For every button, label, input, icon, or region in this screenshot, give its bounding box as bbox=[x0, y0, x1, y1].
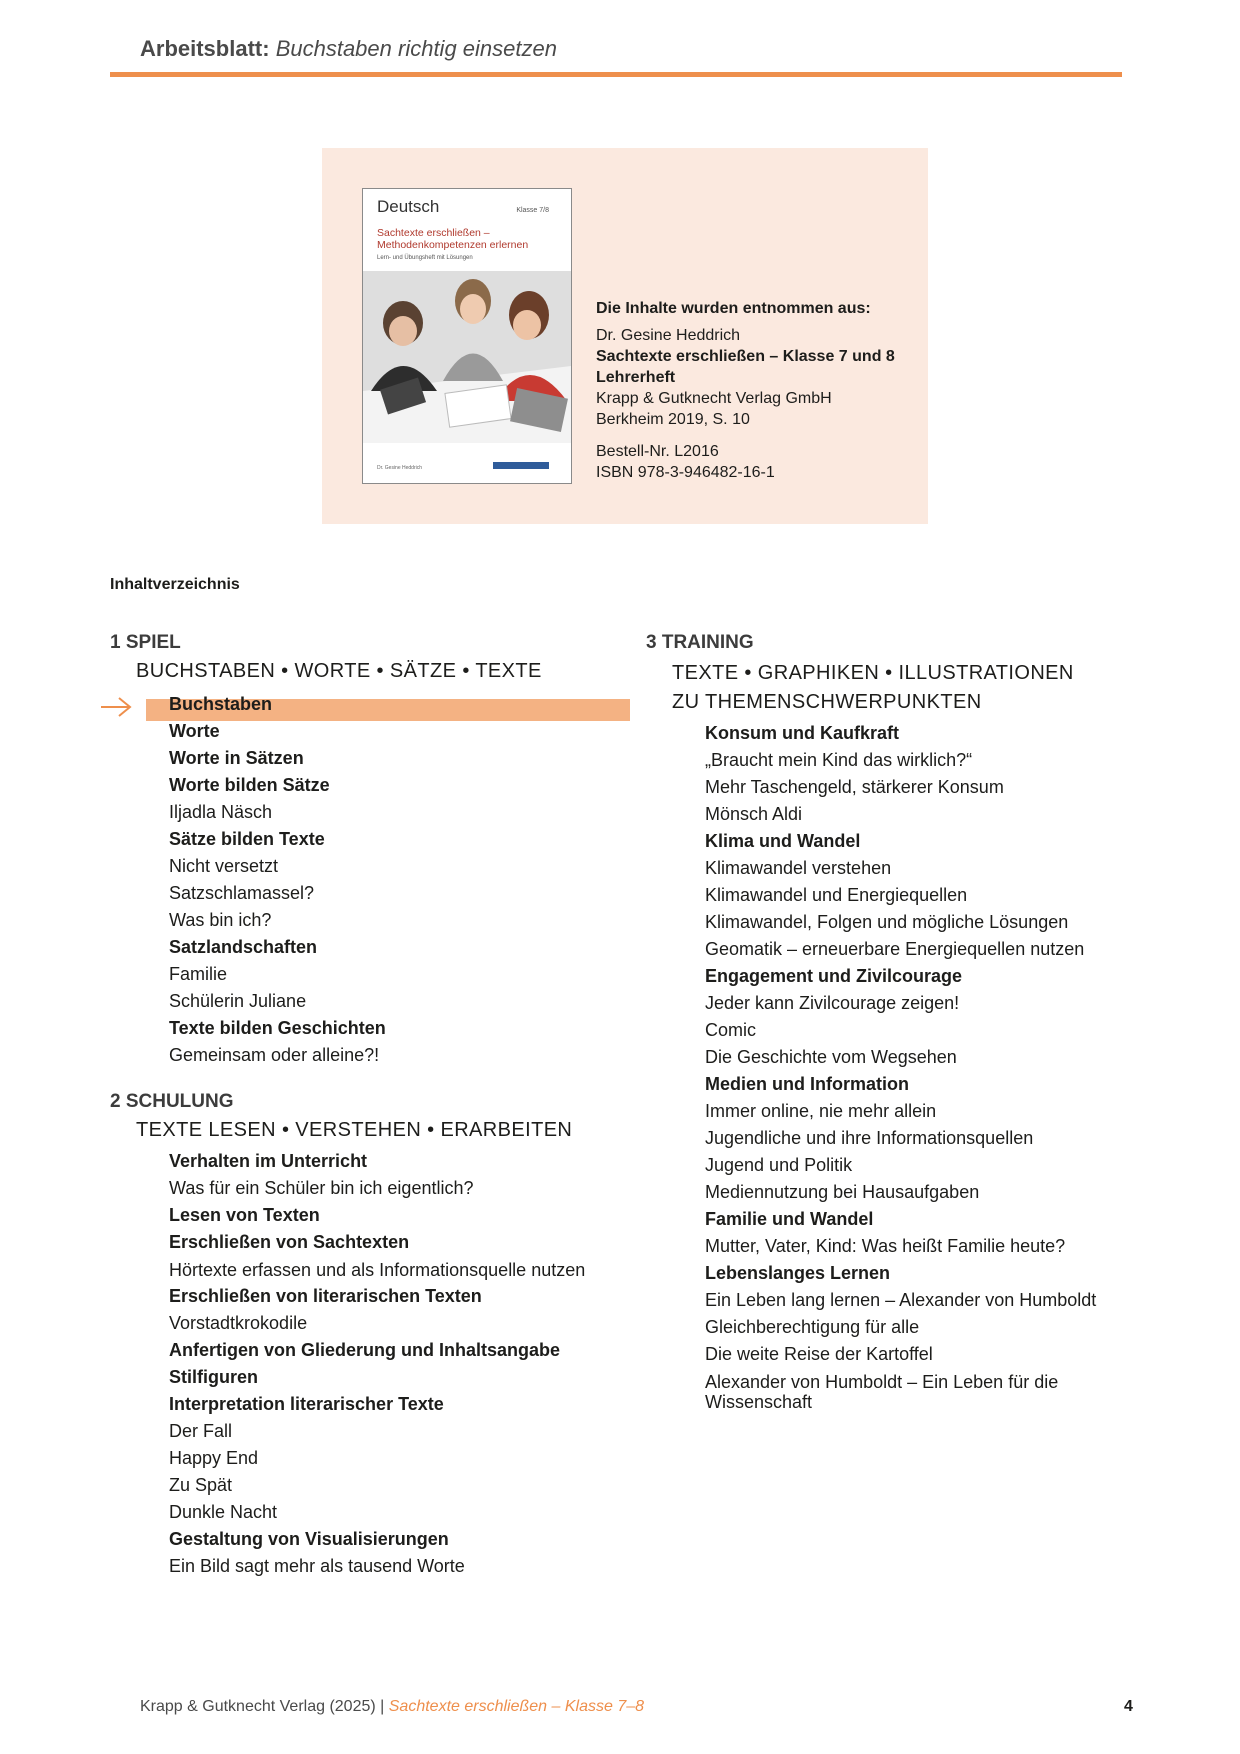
source-box bbox=[322, 148, 928, 524]
toc-item: Zu Spät bbox=[169, 1475, 233, 1495]
footer bbox=[140, 1698, 644, 1716]
cover-subject: Deutsch bbox=[377, 197, 440, 216]
toc-item: Familie und Wandel bbox=[705, 1209, 874, 1229]
header-label: Arbeitsblatt: bbox=[140, 36, 270, 61]
toc-item: Schülerin Juliane bbox=[169, 991, 307, 1011]
cover-photo bbox=[363, 271, 571, 443]
source-intro: Die Inhalte wurden entnommen aus: bbox=[596, 300, 871, 317]
footer-publisher: Krapp & Gutknecht Verlag (2025) | bbox=[140, 1698, 385, 1715]
toc-item: Immer online, nie mehr allein bbox=[705, 1101, 937, 1121]
toc-item: Sätze bilden Texte bbox=[169, 829, 325, 849]
toc-item: Engagement und Zivilcourage bbox=[705, 966, 963, 986]
toc-item: Ein Bild sagt mehr als tausend Worte bbox=[169, 1556, 465, 1576]
toc-item: Klimawandel verstehen bbox=[705, 858, 892, 878]
toc-item: Ein Leben lang lernen – Alexander von Humboldt bbox=[705, 1290, 1097, 1310]
section-2-items bbox=[110, 1148, 630, 1580]
cover-grade: Klasse 7/8 bbox=[516, 207, 549, 214]
toc-item: Stilfiguren bbox=[169, 1367, 258, 1387]
toc-item: Familie bbox=[169, 964, 228, 984]
toc-item: Klima und Wandel bbox=[705, 831, 861, 851]
toc-item: Die Geschichte vom Wegsehen bbox=[705, 1047, 957, 1067]
book-cover bbox=[362, 188, 572, 484]
toc-item: Satzlandschaften bbox=[169, 937, 318, 957]
section-1-items bbox=[110, 691, 630, 1069]
toc-item: Gestaltung von Visualisierungen bbox=[169, 1529, 449, 1549]
toc-item: Jugend und Politik bbox=[705, 1155, 853, 1175]
toc-item: Konsum und Kaufkraft bbox=[705, 723, 900, 743]
toc-item: Die weite Reise der Kartoffel bbox=[705, 1344, 933, 1364]
toc-title: Inhaltverzeichnis bbox=[110, 576, 240, 593]
toc-item: Erschließen von literarischen Texten bbox=[169, 1286, 482, 1306]
toc-item: Interpretation literarischer Texte bbox=[169, 1394, 444, 1414]
section-subheading: BUCHSTABEN • WORTE • SÄTZE • TEXTE bbox=[136, 660, 542, 682]
toc-item: Lesen von Texten bbox=[169, 1205, 320, 1225]
section-subheading: TEXTE LESEN • VERSTEHEN • ERARBEITEN bbox=[136, 1119, 573, 1141]
toc-item: Jugendliche und ihre Informationsquellen bbox=[705, 1128, 1034, 1148]
toc-item: Nicht versetzt bbox=[169, 856, 279, 876]
section-3-items bbox=[646, 720, 1126, 1415]
toc-item: Alexander von Humboldt – Ein Leben für die Wissenschaft bbox=[705, 1372, 1059, 1412]
section-subheading: ZU THEMENSCHWERPUNKTEN bbox=[672, 691, 982, 713]
cover-author: Dr. Gesine Heddrich bbox=[377, 465, 423, 471]
toc-item: Lebenslanges Lernen bbox=[705, 1263, 891, 1283]
toc-item: Gemeinsam oder alleine?! bbox=[169, 1045, 380, 1065]
source-book-type: Lehrerheft bbox=[596, 369, 676, 386]
toc-item: „Braucht mein Kind das wirklich?“ bbox=[705, 750, 973, 770]
cover-title: Sachtexte erschließen – Methodenkompetenzen erlernen bbox=[377, 227, 529, 251]
toc-item: Hörtexte erfassen und als Informationsquelle nutzen bbox=[169, 1260, 586, 1280]
source-citation bbox=[596, 298, 895, 483]
toc-item: Worte bbox=[169, 721, 220, 741]
page-number: 4 bbox=[1124, 1698, 1133, 1715]
toc-item: Happy End bbox=[169, 1448, 259, 1468]
source-publisher: Krapp & Gutknecht Verlag GmbH bbox=[596, 390, 832, 407]
publisher-logo bbox=[493, 462, 549, 469]
toc-item: Anfertigen von Gliederung und Inhaltsangabe bbox=[169, 1340, 561, 1360]
toc-item: Iljadla Näsch bbox=[169, 802, 273, 822]
source-place-year: Berkheim 2019, S. 10 bbox=[596, 411, 750, 428]
toc-item: Gleichberechtigung für alle bbox=[705, 1317, 920, 1337]
toc-item: Mutter, Vater, Kind: Was heißt Familie heute? bbox=[705, 1236, 1066, 1256]
toc-item: Medien und Information bbox=[705, 1074, 909, 1094]
section-subheading: TEXTE • GRAPHIKEN • ILLUSTRATIONEN bbox=[672, 662, 1074, 684]
worksheet-header bbox=[140, 36, 557, 62]
toc-item: Vorstadtkrokodile bbox=[169, 1313, 308, 1333]
toc-item: Mönsch Aldi bbox=[705, 804, 803, 824]
source-order-number: Bestell-Nr. L2016 bbox=[596, 443, 719, 460]
toc-column-left bbox=[110, 632, 630, 1580]
section-heading: 1 SPIEL bbox=[110, 632, 181, 653]
toc-item: Mediennutzung bei Hausaufgaben bbox=[705, 1182, 980, 1202]
source-isbn: ISBN 978-3-946482-16-1 bbox=[596, 464, 775, 481]
toc-item: Der Fall bbox=[169, 1421, 233, 1441]
header-divider bbox=[110, 72, 1122, 77]
source-book-title: Sachtexte erschließen – Klasse 7 und 8 bbox=[596, 348, 895, 365]
toc-column-right bbox=[646, 632, 1126, 1415]
toc-item: Mehr Taschengeld, stärkerer Konsum bbox=[705, 777, 1004, 797]
toc-item: Klimawandel und Energiequellen bbox=[705, 885, 968, 905]
toc-item: Satzschlamassel? bbox=[169, 883, 315, 903]
footer-title: Sachtexte erschließen – Klasse 7–8 bbox=[388, 1698, 645, 1715]
section-heading: 2 SCHULUNG bbox=[110, 1091, 234, 1112]
toc-item: Comic bbox=[705, 1020, 757, 1040]
toc-item: Verhalten im Unterricht bbox=[169, 1151, 368, 1171]
toc-item: Klimawandel, Folgen und mögliche Lösungen bbox=[705, 912, 1069, 932]
toc-item-current: Buchstaben bbox=[169, 694, 273, 714]
toc-item: Worte bilden Sätze bbox=[169, 775, 330, 795]
toc-item: Was für ein Schüler bin ich eigentlich? bbox=[169, 1178, 474, 1198]
toc-item: Jeder kann Zivilcourage zeigen! bbox=[705, 993, 960, 1013]
cover-subtitle: Lern- und Übungsheft mit Lösungen bbox=[377, 255, 473, 261]
cover-illustration bbox=[363, 271, 571, 443]
header-title: Buchstaben richtig einsetzen bbox=[275, 36, 557, 61]
toc-item: Was bin ich? bbox=[169, 910, 272, 930]
toc-item: Texte bilden Geschichten bbox=[169, 1018, 386, 1038]
toc-item: Erschließen von Sachtexten bbox=[169, 1232, 410, 1252]
section-heading: 3 TRAINING bbox=[646, 632, 754, 653]
toc-item: Worte in Sätzen bbox=[169, 748, 304, 768]
toc-item: Dunkle Nacht bbox=[169, 1502, 278, 1522]
source-author: Dr. Gesine Heddrich bbox=[596, 327, 741, 344]
toc-item: Geomatik – erneuerbare Energiequellen nutzen bbox=[705, 939, 1085, 959]
